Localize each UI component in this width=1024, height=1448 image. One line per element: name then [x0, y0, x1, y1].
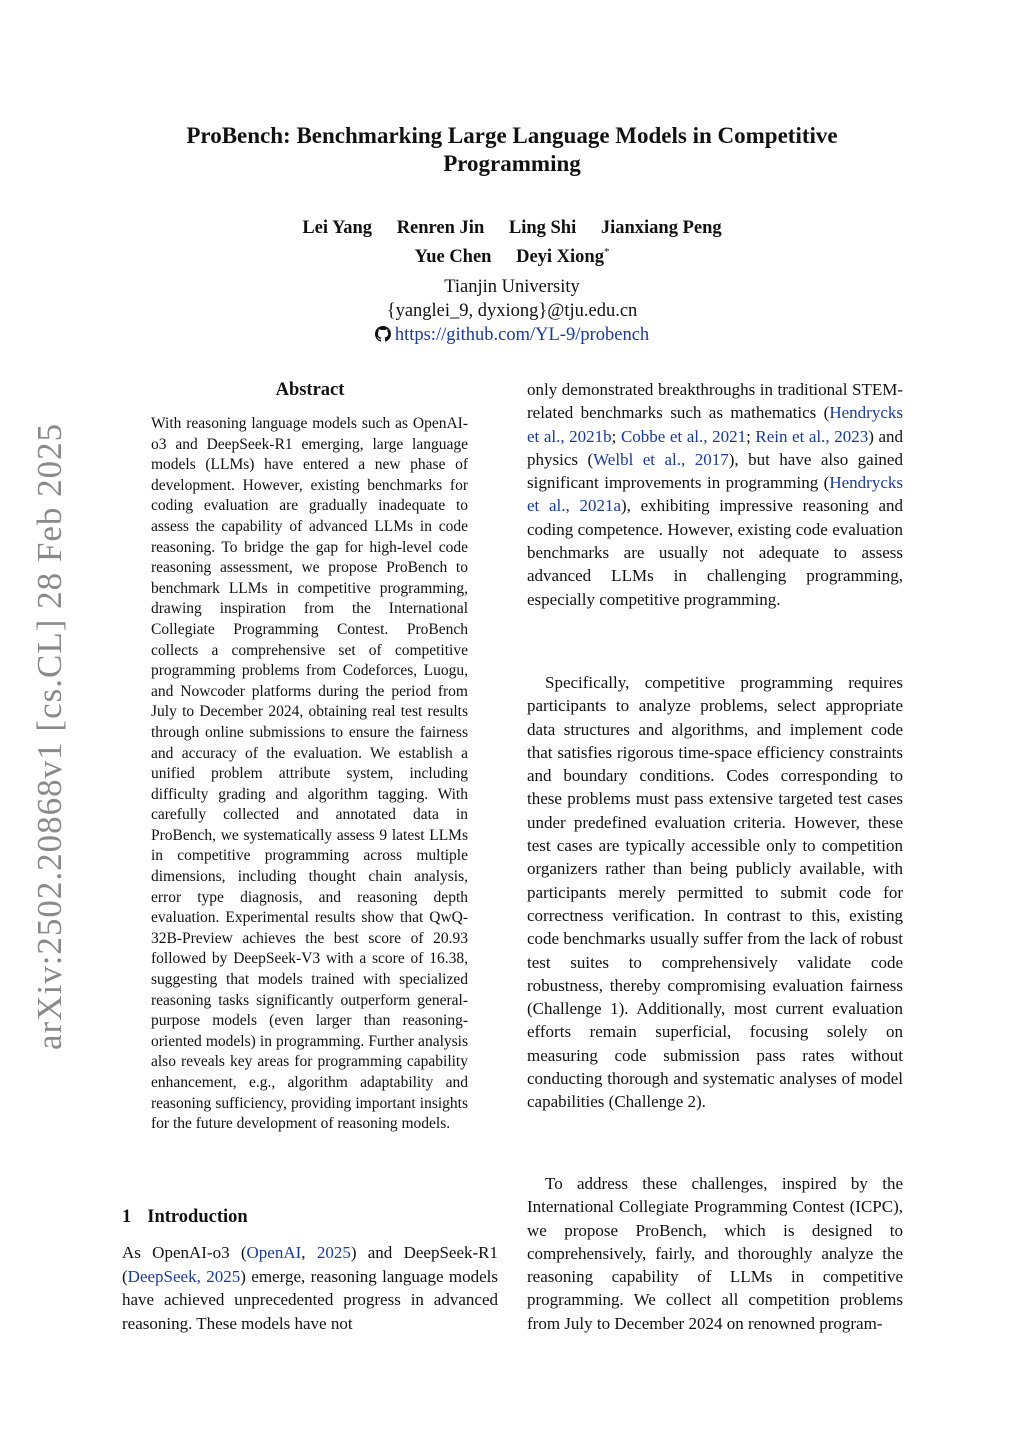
citation-link[interactable]: DeepSeek, 2025	[127, 1266, 241, 1286]
paper-title	[120, 122, 904, 178]
author-name-corresponding: Deyi Xiong*	[516, 246, 610, 268]
author-name: Yue Chen	[414, 247, 492, 268]
section-heading-introduction	[122, 1205, 248, 1229]
github-link-row	[120, 323, 904, 347]
title-line-2: Programming	[443, 151, 581, 176]
arxiv-identifier: arXiv:2502.20868v1 [cs.CL] 28 Feb 2025	[30, 422, 69, 1050]
author-name: Renren Jin	[396, 218, 485, 238]
abstract-text: With reasoning language models such as OpenAI-o3 and DeepSeek-R1 emerging, large language models (LLMs) have entered a new phase of development. However, existing benchmarks for coding evaluation are gradually inadequate to assess the capability of advanced LLMs in code reasoning. To bridge the gap for high-level code reasoning assessment, we propose ProBench to benchmark LLMs in competitive programming, drawing inspiration from the International Collegiate Programming Contest. ProBench collects a comprehensive set of competitive programming problems from Codeforces, Luogu, and Nowcoder platforms during the period from July to December 2024, obtaining real test results through online submissions to ensure the fairness and accuracy of the evaluation. We establish a unified problem attribute system, including difficulty grading and algorithm tagging. With carefully collected and annotated data in ProBench, we systematically assess 9 latest LLMs in competitive programming across multiple dimensions, including thought chain analysis, error type diagnosis, and reasoning depth evaluation. Experimental results show that QwQ-32B-Preview achieves the best score of 20.93 followed by DeepSeek-V3 with a score of 16.38, suggesting that models trained with specialized reasoning tasks significantly outperform general-purpose models (even larger than reasoning-oriented models) in programming. Further analysis also reveals key areas for programming capability enhancement, e.g., algorithm adaptability and reasoning sufficiency, providing important insights for the future development of reasoning models.	[151, 415, 468, 1133]
corresponding-author-mark: *	[603, 246, 610, 258]
author-row-1	[120, 216, 904, 240]
title-line-1: ProBench: Benchmarking Large Language Models in Competitive	[186, 123, 838, 148]
email: {yanglei_9, dyxiong}@tju.edu.cn	[386, 301, 638, 321]
citation-link[interactable]: Rein et al., 2023	[755, 426, 869, 446]
github-link[interactable]: https://github.com/YL-9/probench	[394, 325, 650, 345]
author-name: Ling Shi	[508, 218, 577, 238]
section-title: Introduction	[147, 1207, 248, 1227]
abstract-heading: Abstract	[275, 380, 345, 400]
author-list	[120, 216, 904, 269]
citation-link[interactable]: Cobbe et al., 2021	[620, 426, 747, 446]
author-row-2	[120, 240, 904, 269]
body-paragraph: Specifically, competitive programming requires participants to analyze problems, select appropriate data structures and algorithms, and implement code that satisfies rigorous time-space efficiency constraints and boundary conditions. Codes corresponding to these problems must pass extensive targeted test cases under predefined evaluation criteria. However, these test cases are typically accessible only to competition organizers rather than being publicly available, with participants merely permitted to submit code for correctness verification. In contrast to this, existing code benchmarks usually suffer from the lack of robust test suites to comprehensively validate code robustness, thereby compromising evaluation fairness (Challenge 1). Additionally, most current evaluation efforts remain superficial, focusing solely on measuring code submission pass rates without conducting thorough and systematic analyses of model capabilities (Challenge 2).	[527, 673, 903, 1112]
author-name: Lei Yang	[302, 218, 373, 238]
citation-link[interactable]: OpenAI	[246, 1243, 302, 1262]
github-icon	[375, 326, 391, 342]
body-paragraph: only demonstrated breakthroughs in traditional STEM-related benchmarks such as mathematics (Hendrycks et al., 2021b; Cobbe et al., 2021; Rein et al., 2023) and physics (Welbl et al., 2017), but have also gained significant improvements in programming (Hendrycks et al., 2021a), exhibiting impressive reasoning and coding competence. However, existing code evaluation benchmarks are usually not adequate to assess advanced LLMs in challenging programming, especially competitive programming.	[527, 380, 903, 609]
intro-paragraph: As OpenAI-o3 (OpenAI, 2025) and DeepSeek-R1 (DeepSeek, 2025) emerge, reasoning language models have achieved unprecedented progress in advanced reasoning. These models have not	[122, 1243, 498, 1333]
affiliation-block	[120, 275, 904, 347]
citation-link[interactable]: Hendrycks et al., 2021a	[527, 473, 903, 516]
citation-link[interactable]: Welbl et al., 2017	[593, 449, 729, 469]
citation-link[interactable]: Hendrycks et al., 2021b	[527, 403, 903, 446]
affiliation: Tianjin University	[444, 277, 580, 297]
author-name: Jianxiang Peng	[600, 218, 722, 238]
section-number: 1	[122, 1207, 132, 1227]
citation-link[interactable]: 2025	[316, 1243, 351, 1262]
body-paragraph: To address these challenges, inspired by the International Collegiate Programming Contest (ICPC), we propose ProBench, which is designed to comprehensively, fairly, and thoroughly analyze the reasoning capability of LLMs in competitive programming. We collect all competition problems from July to December 2024 on renowned program-	[527, 1174, 903, 1333]
